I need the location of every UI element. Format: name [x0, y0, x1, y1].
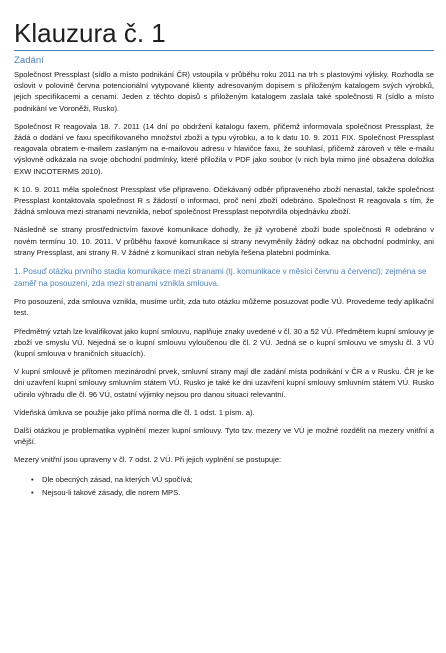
- assignment-paragraph-4: Následně se strany prostřednictvím faxové komunikace dohodly, že již vyrobené zboží bude společnosti R odebráno v novém termínu 10. 10. 2011. V průběhu faxové komunikace si strany nevyměnily žádný odkaz na obchodní podmínky, ani strany Pressplast, ani strany R. V žádné z komunikací stran nebyla řešena platební podmínka.: [14, 225, 434, 257]
- body-paragraph-1: Pro posouzení, zda smlouva vznikla, musíme určit, zda tuto otázku můžeme posuzovat podle VÚ. Provedeme tedy aplikační test.: [14, 297, 434, 318]
- body-paragraph-2: Předmětný vztah lze kvalifikovat jako kupní smlouvu, naplňuje znaky uvedené v čl. 30 a 52 VÚ. Předmětem kupní smlouvy je zboží ve smyslu VÚ. Nejedná se o kupní smlouvu vyloučenou dle čl. 2 VÚ. Jedná se o kupní smlouvu ve smyslu čl. 3 VÚ (kupní smlouva v hraničních situacích).: [14, 326, 434, 359]
- bullet-list: [14, 473, 434, 499]
- assignment-paragraph-2: Společnost R reagovala 18. 7. 2011 (14 dní po obdržení katalogu faxem, přičemž informovala společnost Pressplast, že žádá o dodání ve faxu specifikovaného množství zboží a typu výrobku, a to k datu 10. 9. 2011 FIX. Společnost Pressplast reagovala obratem e-mailem zaslaným na e-mailovou adresu v hlavičce faxu, že souhlasí, přičemž zároveň v těle e-mailu výslovně odkázala na svoje obchodní podmínky, které přiložila v PDF jako soubor (v nich byla mimo jiné obsažena doložka EXW INCOTERMS 2010).: [14, 121, 434, 176]
- list-item-text: Dle obecných zásad, na kterých VÚ spočívá;: [42, 474, 193, 484]
- assignment-paragraph-1: Společnost Pressplast (sídlo a místo podnikání ČR) vstoupila v průběhu roku 2011 na trh s plastovými výlisky. Rozhodla se oslovit v polovině června potencionální vytypované klienty adresovaným dopisem s přiloženým katalogem svých výrobků, jejich specifikacemi a cenami. Jeden z těchto dopisů s přiloženým katalogem zaslala také společnosti R (sídlo a místo podnikání ve Voroněži, Rusko).: [14, 70, 434, 113]
- body-paragraph-3: V kupní smlouvě je přítomen mezinárodní prvek, smluvní strany mají dle zadání místa podnikání v ČR a v Rusku. ČR je ke dni uzavření kupní smlouvy smluvním státem VÚ. Rusko je také ke dni uzavření kupní smlouvy smluvním státem VÚ. Rusko učinilo výhradu dle čl. 96 VÚ, ostatní výjimky nejsou pro danou situaci relevantní.: [14, 367, 434, 399]
- bullet-icon: •: [31, 487, 34, 497]
- bullet-icon: •: [31, 474, 34, 484]
- list-item: [31, 473, 434, 486]
- body-paragraph-5: Další otázkou je problematika vyplnění mezer kupní smlouvy. Tyto tzv. mezery ve VÚ je možné rozdělit na mezery vnitřní a vnější.: [14, 426, 434, 447]
- assignment-paragraph-3: K 10. 9. 2011 měla společnost Pressplast vše připraveno. Očekávaný odběr připraveného zboží nenastal, takže společnost Pressplast kontaktovala společnost R s žádostí o informaci, proč není zboží odebráno. Společnost R reagovala s tím, že žádná smlouva mezi stranami nevznikla, neboť společnost Pressplast nepotvrdila objednávku zboží.: [14, 184, 434, 217]
- list-item: [31, 486, 434, 499]
- document-title: Klauzura č. 1: [14, 18, 434, 51]
- body-paragraph-6: Mezery vnitřní jsou upraveny v čl. 7 odst. 2 VÚ. Při jejich vyplnění se postupuje:: [14, 455, 282, 465]
- body-paragraph-4: Vídeňská úmluva se použije jako přímá norma dle čl. 1 odst. 1 písm. a).: [14, 407, 255, 417]
- list-item-text: Nejsou-li takové zásady, dle norem MPS.: [42, 487, 181, 497]
- question-heading: 1. Posuď otázku prvního stadia komunikace mezi stranami (tj. komunikace v měsíci červnu a červenci); zejména se zaměř na posouzení, zda mezi stranami vznikla smlouva.: [14, 267, 427, 288]
- section-subtitle: Zadání: [14, 55, 44, 66]
